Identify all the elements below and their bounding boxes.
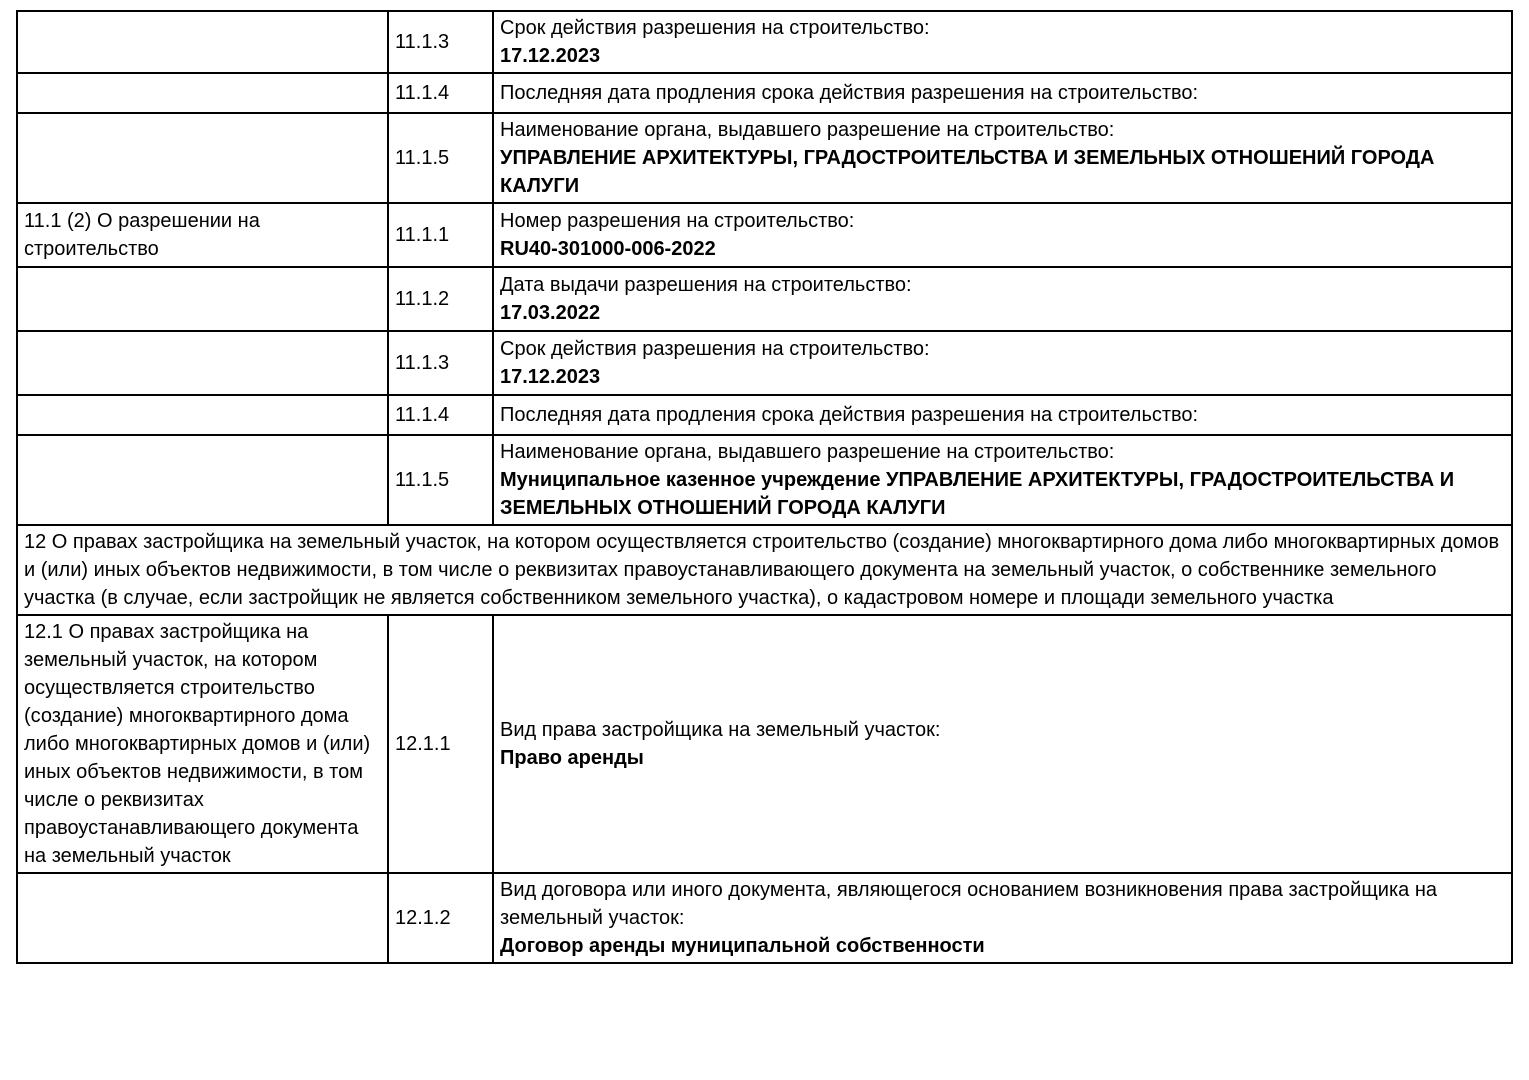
- field-value: Договор аренды муниципальной собственности: [500, 935, 985, 957]
- item-number-cell: 11.1.3: [388, 331, 493, 395]
- table-row: [17, 73, 1512, 113]
- section-cell: [17, 73, 388, 113]
- content-cell: [493, 331, 1512, 395]
- section-cell: 11.1 (2) О разрешении на строительство: [17, 203, 388, 267]
- table-row: [17, 11, 1512, 73]
- item-number-cell: 12.1.1: [388, 615, 493, 873]
- section-cell: [17, 331, 388, 395]
- field-value: Муниципальное казенное учреждение УПРАВЛЕНИЕ АРХИТЕКТУРЫ, ГРАДОСТРОИТЕЛЬСТВА И ЗЕМЕЛЬНЫХ ОТНОШЕНИЙ ГОРОДА КАЛУГИ: [500, 469, 1455, 519]
- field-value: RU40-301000-006-2022: [500, 238, 716, 260]
- content-cell: [493, 203, 1512, 267]
- table-row: [17, 395, 1512, 435]
- declaration-table: [16, 10, 1513, 964]
- table-row: [17, 615, 1512, 873]
- item-number-cell: 11.1.4: [388, 395, 493, 435]
- item-number-cell: 11.1.5: [388, 113, 493, 203]
- content-cell: [493, 267, 1512, 331]
- item-number-cell: 11.1.1: [388, 203, 493, 267]
- field-label: Срок действия разрешения на строительство:: [500, 17, 930, 39]
- field-label: Номер разрешения на строительство:: [500, 210, 855, 232]
- field-label: Дата выдачи разрешения на строительство:: [500, 274, 912, 296]
- section-cell: [17, 873, 388, 963]
- section-cell: 12.1 О правах застройщика на земельный участок, на котором осуществляется строительство (создание) многоквартирного дома либо многоквартирных домов и (или) иных объектов недвижимости, в том числе о реквизитах правоустанавливающего документа на земельный участок: [17, 615, 388, 873]
- item-number-cell: 11.1.4: [388, 73, 493, 113]
- table-row: [17, 435, 1512, 525]
- content-cell: [493, 435, 1512, 525]
- field-label: Вид договора или иного документа, являющегося основанием возникновения права застройщика на земельный участок:: [500, 879, 1438, 929]
- item-number-cell: 11.1.3: [388, 11, 493, 73]
- content-cell: [493, 615, 1512, 873]
- field-label: Вид права застройщика на земельный участок:: [500, 719, 941, 741]
- table-row: [17, 203, 1512, 267]
- field-value: УПРАВЛЕНИЕ АРХИТЕКТУРЫ, ГРАДОСТРОИТЕЛЬСТВА И ЗЕМЕЛЬНЫХ ОТНОШЕНИЙ ГОРОДА КАЛУГИ: [500, 147, 1435, 197]
- field-value: Право аренды: [500, 747, 644, 769]
- section-12-header-row: [17, 525, 1512, 615]
- section-12-header-cell: 12 О правах застройщика на земельный участок, на котором осуществляется строительство (создание) многоквартирного дома либо многоквартирных домов и (или) иных объектов недвижимости, в том числе о реквизитах правоустанавливающего документа на земельный участок, о собственнике земельного участка (в случае, если застройщик не является собственником земельного участка), о кадастровом номере и площади земельного участка: [17, 525, 1512, 615]
- section-cell: [17, 395, 388, 435]
- table-row: [17, 873, 1512, 963]
- table-row: [17, 331, 1512, 395]
- field-value: 17.12.2023: [500, 366, 601, 388]
- section-cell: [17, 11, 388, 73]
- content-cell: [493, 11, 1512, 73]
- item-number-cell: 12.1.2: [388, 873, 493, 963]
- item-number-cell: 11.1.2: [388, 267, 493, 331]
- field-value: 17.12.2023: [500, 45, 601, 67]
- field-label: Наименование органа, выдавшего разрешение на строительство:: [500, 119, 1115, 141]
- field-label: Последняя дата продления срока действия разрешения на строительство:: [500, 404, 1199, 426]
- section-cell: [17, 435, 388, 525]
- field-label: Наименование органа, выдавшего разрешение на строительство:: [500, 441, 1115, 463]
- table-row: [17, 113, 1512, 203]
- content-cell: [493, 113, 1512, 203]
- section-cell: [17, 113, 388, 203]
- field-label: Последняя дата продления срока действия разрешения на строительство:: [500, 82, 1199, 104]
- content-cell: [493, 395, 1512, 435]
- content-cell: [493, 73, 1512, 113]
- item-number-cell: 11.1.5: [388, 435, 493, 525]
- table-row: [17, 267, 1512, 331]
- content-cell: [493, 873, 1512, 963]
- field-value: 17.03.2022: [500, 302, 601, 324]
- field-label: Срок действия разрешения на строительство:: [500, 338, 930, 360]
- section-cell: [17, 267, 388, 331]
